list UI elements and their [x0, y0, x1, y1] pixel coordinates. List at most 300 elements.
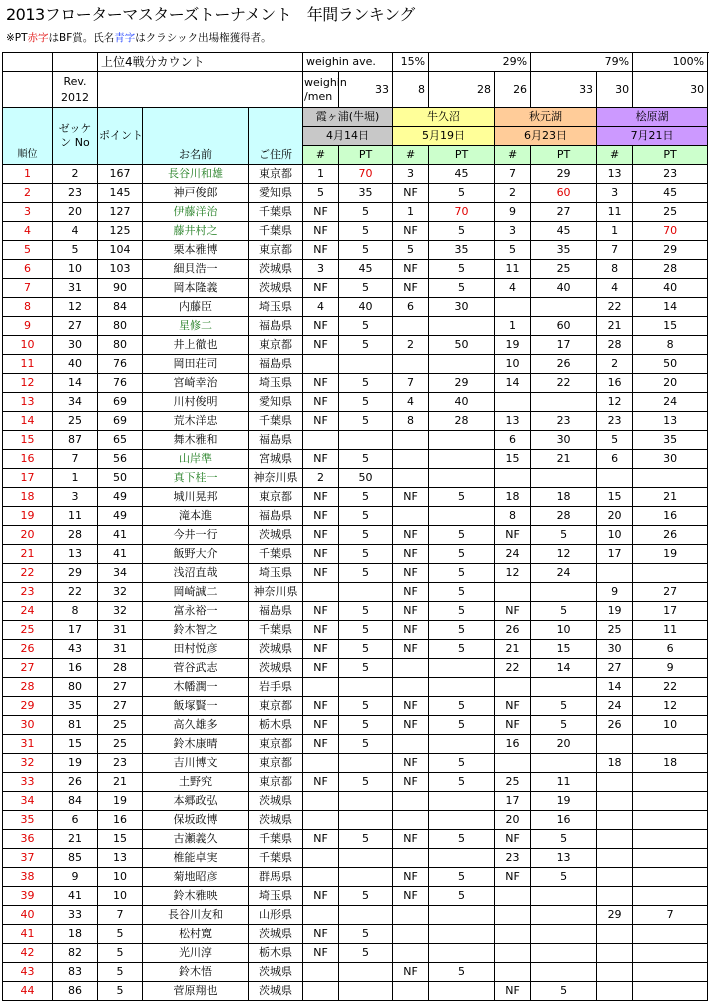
pref-cell: 福島県	[249, 317, 303, 336]
men-b-4: 30	[633, 72, 708, 108]
table-row	[3, 602, 708, 621]
table-row	[3, 469, 708, 488]
event-2-pt: 5	[429, 545, 495, 564]
event-2-hash	[393, 811, 429, 830]
event-2-pt: 70	[429, 203, 495, 222]
event-4-pt: 9	[633, 659, 708, 678]
pref-cell: 東京都	[249, 165, 303, 184]
event-4-pt	[633, 564, 708, 583]
men-a-3: 26	[495, 72, 531, 108]
points-cell: 25	[98, 735, 143, 754]
event-1-pt: 5	[339, 279, 393, 298]
event-3-pt: 45	[531, 222, 597, 241]
name-cell: 滝本進	[143, 507, 249, 526]
event-2-hash	[393, 317, 429, 336]
col-points: ポイント	[98, 108, 143, 165]
event-4-pt: 24	[633, 393, 708, 412]
event-1-pt: 50	[339, 469, 393, 488]
event-4-hash: 12	[597, 393, 633, 412]
event-2-pt	[429, 849, 495, 868]
event-2-pt: 5	[429, 526, 495, 545]
event-4-pt	[633, 982, 708, 1001]
event-2-pt	[429, 906, 495, 925]
event-3-hash: 10	[495, 355, 531, 374]
zekken-cell: 19	[53, 754, 98, 773]
event-3-pt	[531, 678, 597, 697]
event-1-pt: 5	[339, 944, 393, 963]
event-2-hash: NF	[393, 564, 429, 583]
event-4-hash: 7	[597, 241, 633, 260]
table-row	[3, 203, 708, 222]
men-b-2: 28	[429, 72, 495, 108]
pref-cell: 茨城県	[249, 792, 303, 811]
event-1-pt: 5	[339, 697, 393, 716]
zekken-cell: 2	[53, 165, 98, 184]
zekken-cell: 23	[53, 184, 98, 203]
event-3-hash: NF	[495, 830, 531, 849]
event-2-pt	[429, 944, 495, 963]
table-row	[3, 184, 708, 203]
event-2-pt: 5	[429, 868, 495, 887]
pref-cell: 宮城県	[249, 450, 303, 469]
name-cell: 藤井村之	[143, 222, 249, 241]
zekken-cell: 8	[53, 602, 98, 621]
count-label: 上位4戦分カウント	[98, 53, 303, 72]
event-4-pt: 16	[633, 507, 708, 526]
event-1-hash: 4	[303, 298, 339, 317]
event-4-hash: 9	[597, 583, 633, 602]
points-cell: 10	[98, 887, 143, 906]
table-row	[3, 621, 708, 640]
event-1-pt: 5	[339, 526, 393, 545]
event-3-pt	[531, 393, 597, 412]
col-zekken: ゼッケン No	[53, 108, 98, 165]
points-cell: 7	[98, 906, 143, 925]
pref-cell: 茨城県	[249, 526, 303, 545]
event-2-pt: 5	[429, 963, 495, 982]
event-3-hash: 15	[495, 450, 531, 469]
event-2-pt	[429, 982, 495, 1001]
event-2-pt: 28	[429, 412, 495, 431]
table-row	[3, 906, 708, 925]
zekken-cell: 1	[53, 469, 98, 488]
event-3-hash: NF	[495, 982, 531, 1001]
event-1-hash	[303, 678, 339, 697]
points-cell: 49	[98, 507, 143, 526]
ave-4: 100%	[633, 53, 708, 72]
venue-4: 桧原湖	[597, 108, 708, 127]
table-row	[3, 431, 708, 450]
table-row	[3, 811, 708, 830]
zekken-cell: 33	[53, 906, 98, 925]
rank-cell: 43	[3, 963, 53, 982]
event-4-pt	[633, 887, 708, 906]
rev-label: Rev. 2012	[53, 72, 98, 108]
points-cell: 5	[98, 963, 143, 982]
event-3-pt: 18	[531, 488, 597, 507]
rank-cell: 30	[3, 716, 53, 735]
zekken-cell: 7	[53, 450, 98, 469]
event-1-hash	[303, 792, 339, 811]
points-cell: 69	[98, 412, 143, 431]
zekken-cell: 4	[53, 222, 98, 241]
name-cell: 光川淳	[143, 944, 249, 963]
rank-cell: 9	[3, 317, 53, 336]
event-3-hash	[495, 963, 531, 982]
event-2-hash	[393, 469, 429, 488]
event-3-pt: 27	[531, 203, 597, 222]
event-4-pt	[633, 849, 708, 868]
event-3-pt	[531, 906, 597, 925]
event-3-pt	[531, 963, 597, 982]
event-4-hash: 17	[597, 545, 633, 564]
event-4-hash	[597, 830, 633, 849]
event-4-hash: 30	[597, 640, 633, 659]
points-cell: 10	[98, 868, 143, 887]
event-1-hash: NF	[303, 830, 339, 849]
zekken-cell: 16	[53, 659, 98, 678]
event-2-pt	[429, 659, 495, 678]
rank-cell: 4	[3, 222, 53, 241]
pref-cell: 埼玉県	[249, 374, 303, 393]
pref-cell: 千葉県	[249, 849, 303, 868]
event-3-pt: 16	[531, 811, 597, 830]
event-4-hash: 26	[597, 716, 633, 735]
rank-cell: 41	[3, 925, 53, 944]
event-3-hash: 20	[495, 811, 531, 830]
event-4-hash	[597, 868, 633, 887]
event-3-hash: NF	[495, 526, 531, 545]
event-3-hash: 9	[495, 203, 531, 222]
event-1-pt: 40	[339, 298, 393, 317]
event-1-pt: 5	[339, 203, 393, 222]
zekken-cell: 13	[53, 545, 98, 564]
rank-cell: 28	[3, 678, 53, 697]
event-1-pt: 70	[339, 165, 393, 184]
name-cell: 長谷川友和	[143, 906, 249, 925]
event-2-hash: NF	[393, 526, 429, 545]
zekken-cell: 84	[53, 792, 98, 811]
name-cell: 鈴木雅映	[143, 887, 249, 906]
rank-cell: 11	[3, 355, 53, 374]
men-b-3: 33	[531, 72, 597, 108]
pref-cell: 愛知県	[249, 184, 303, 203]
zekken-cell: 28	[53, 526, 98, 545]
name-cell: 星修二	[143, 317, 249, 336]
event-3-hash	[495, 298, 531, 317]
name-cell: 細貝浩一	[143, 260, 249, 279]
pref-cell: 千葉県	[249, 203, 303, 222]
rank-cell: 23	[3, 583, 53, 602]
event-2-pt: 5	[429, 184, 495, 203]
name-cell: 菅原翔也	[143, 982, 249, 1001]
event-3-hash	[495, 678, 531, 697]
event-2-hash: 6	[393, 298, 429, 317]
event-1-pt: 5	[339, 887, 393, 906]
event-3-pt: 35	[531, 241, 597, 260]
points-cell: 5	[98, 944, 143, 963]
event-2-pt: 5	[429, 583, 495, 602]
rank-cell: 44	[3, 982, 53, 1001]
event-4-pt: 28	[633, 260, 708, 279]
rank-cell: 2	[3, 184, 53, 203]
pref-cell: 山形県	[249, 906, 303, 925]
event-4-pt: 29	[633, 241, 708, 260]
event-3-pt: 5	[531, 716, 597, 735]
pref-cell: 千葉県	[249, 545, 303, 564]
table-row	[3, 678, 708, 697]
event-3-hash	[495, 887, 531, 906]
event-4-pt: 70	[633, 222, 708, 241]
zekken-cell: 82	[53, 944, 98, 963]
event-2-pt	[429, 735, 495, 754]
name-cell: 田村悦彦	[143, 640, 249, 659]
points-cell: 56	[98, 450, 143, 469]
pref-cell: 東京都	[249, 754, 303, 773]
event-1-hash: NF	[303, 602, 339, 621]
event-4-pt: 15	[633, 317, 708, 336]
event-2-hash	[393, 982, 429, 1001]
event-1-hash: NF	[303, 374, 339, 393]
table-row	[3, 488, 708, 507]
points-cell: 5	[98, 925, 143, 944]
event-4-pt: 40	[633, 279, 708, 298]
event-3-hash: 2	[495, 184, 531, 203]
event-2-hash	[393, 906, 429, 925]
table-row	[3, 982, 708, 1001]
table-row	[3, 925, 708, 944]
table-row	[3, 165, 708, 184]
table-row	[3, 887, 708, 906]
event-1-hash: NF	[303, 393, 339, 412]
name-cell: 岡田荘司	[143, 355, 249, 374]
event-2-hash: 8	[393, 412, 429, 431]
event-2-hash: NF	[393, 184, 429, 203]
pref-cell: 千葉県	[249, 830, 303, 849]
name-cell: 高久雄多	[143, 716, 249, 735]
event-3-pt: 28	[531, 507, 597, 526]
points-cell: 34	[98, 564, 143, 583]
name-cell: 菊地昭彦	[143, 868, 249, 887]
event-1-hash: NF	[303, 773, 339, 792]
event-3-hash: NF	[495, 868, 531, 887]
event-4-pt: 25	[633, 203, 708, 222]
zekken-cell: 15	[53, 735, 98, 754]
event-4-pt	[633, 963, 708, 982]
col-hash-2: #	[393, 146, 429, 165]
event-1-pt: 5	[339, 488, 393, 507]
event-2-hash	[393, 925, 429, 944]
event-2-pt: 5	[429, 640, 495, 659]
table-row	[3, 830, 708, 849]
zekken-cell: 11	[53, 507, 98, 526]
event-4-pt: 10	[633, 716, 708, 735]
rank-cell: 29	[3, 697, 53, 716]
event-1-hash: NF	[303, 545, 339, 564]
event-4-pt	[633, 469, 708, 488]
zekken-cell: 20	[53, 203, 98, 222]
pref-cell: 茨城県	[249, 982, 303, 1001]
header-row-venue	[3, 108, 708, 127]
event-1-hash: NF	[303, 222, 339, 241]
event-2-hash: 1	[393, 203, 429, 222]
zekken-cell: 25	[53, 412, 98, 431]
pref-cell: 岩手県	[249, 678, 303, 697]
event-2-pt: 5	[429, 564, 495, 583]
event-3-pt	[531, 944, 597, 963]
event-4-hash: 28	[597, 336, 633, 355]
rank-cell: 25	[3, 621, 53, 640]
men-a-2: 8	[393, 72, 429, 108]
col-rank: 順位	[3, 108, 53, 165]
event-1-pt	[339, 583, 393, 602]
points-cell: 104	[98, 241, 143, 260]
name-cell: 荒木洋忠	[143, 412, 249, 431]
table-row	[3, 507, 708, 526]
event-3-pt: 5	[531, 982, 597, 1001]
event-2-hash: NF	[393, 887, 429, 906]
event-1-hash: NF	[303, 659, 339, 678]
event-4-hash: 4	[597, 279, 633, 298]
event-3-hash	[495, 469, 531, 488]
event-1-pt: 5	[339, 621, 393, 640]
points-cell: 27	[98, 678, 143, 697]
pref-cell: 茨城県	[249, 659, 303, 678]
points-cell: 69	[98, 393, 143, 412]
points-cell: 15	[98, 830, 143, 849]
event-1-pt: 5	[339, 241, 393, 260]
zekken-cell: 83	[53, 963, 98, 982]
zekken-cell: 14	[53, 374, 98, 393]
event-3-hash: 12	[495, 564, 531, 583]
name-cell: 鈴木悟	[143, 963, 249, 982]
event-4-hash	[597, 849, 633, 868]
event-3-hash	[495, 393, 531, 412]
event-4-hash	[597, 735, 633, 754]
event-4-pt: 50	[633, 355, 708, 374]
table-row	[3, 279, 708, 298]
zekken-cell: 40	[53, 355, 98, 374]
event-2-pt: 5	[429, 279, 495, 298]
table-row	[3, 640, 708, 659]
name-cell: 川村俊明	[143, 393, 249, 412]
rank-cell: 39	[3, 887, 53, 906]
event-4-pt: 20	[633, 374, 708, 393]
name-cell: 岡本隆義	[143, 279, 249, 298]
event-4-hash	[597, 887, 633, 906]
rank-cell: 13	[3, 393, 53, 412]
points-cell: 103	[98, 260, 143, 279]
event-1-pt: 5	[339, 830, 393, 849]
event-2-hash: NF	[393, 279, 429, 298]
event-4-pt: 30	[633, 450, 708, 469]
pref-cell: 福島県	[249, 602, 303, 621]
event-3-hash: 17	[495, 792, 531, 811]
event-1-hash	[303, 906, 339, 925]
name-cell: 鈴木康晴	[143, 735, 249, 754]
event-4-pt	[633, 792, 708, 811]
zekken-cell: 81	[53, 716, 98, 735]
name-cell: 椎能卓実	[143, 849, 249, 868]
name-cell: 岡崎誠二	[143, 583, 249, 602]
event-1-pt	[339, 982, 393, 1001]
event-1-hash	[303, 982, 339, 1001]
col-pt-3: PT	[531, 146, 597, 165]
name-cell: 飯塚賢一	[143, 697, 249, 716]
table-header	[3, 53, 708, 165]
event-2-hash: 7	[393, 374, 429, 393]
rank-cell: 12	[3, 374, 53, 393]
col-pt-1: PT	[339, 146, 393, 165]
event-3-hash: 6	[495, 431, 531, 450]
points-cell: 65	[98, 431, 143, 450]
event-2-pt	[429, 317, 495, 336]
event-1-hash: NF	[303, 450, 339, 469]
name-cell: 井上徹也	[143, 336, 249, 355]
zekken-cell: 9	[53, 868, 98, 887]
name-cell: 古瀬義久	[143, 830, 249, 849]
name-cell: 飯野大介	[143, 545, 249, 564]
event-2-pt: 5	[429, 773, 495, 792]
zekken-cell: 3	[53, 488, 98, 507]
event-4-pt: 35	[633, 431, 708, 450]
header-row-men	[3, 72, 708, 108]
rank-cell: 34	[3, 792, 53, 811]
event-2-pt: 35	[429, 241, 495, 260]
date-3: 6月23日	[495, 127, 597, 146]
pref-cell: 埼玉県	[249, 298, 303, 317]
note-red-word: 赤字	[27, 32, 49, 44]
pref-cell: 愛知県	[249, 393, 303, 412]
event-2-hash: NF	[393, 621, 429, 640]
date-4: 7月21日	[597, 127, 708, 146]
event-1-hash: NF	[303, 412, 339, 431]
event-3-pt: 22	[531, 374, 597, 393]
event-2-hash: NF	[393, 488, 429, 507]
event-4-hash	[597, 944, 633, 963]
col-name: お名前	[143, 108, 249, 165]
rank-cell: 35	[3, 811, 53, 830]
table-row	[3, 849, 708, 868]
event-1-hash: NF	[303, 925, 339, 944]
rank-cell: 32	[3, 754, 53, 773]
event-3-hash: 1	[495, 317, 531, 336]
event-4-hash	[597, 963, 633, 982]
event-3-pt: 14	[531, 659, 597, 678]
rank-cell: 38	[3, 868, 53, 887]
name-cell: 木幡潤一	[143, 678, 249, 697]
pref-cell: 東京都	[249, 488, 303, 507]
event-1-pt: 5	[339, 336, 393, 355]
col-hash-3: #	[495, 146, 531, 165]
event-2-hash: NF	[393, 773, 429, 792]
zekken-cell: 26	[53, 773, 98, 792]
page-title: 2013フローターマスターズトーナメント 年間ランキング	[6, 5, 415, 24]
event-2-hash: NF	[393, 222, 429, 241]
points-cell: 19	[98, 792, 143, 811]
event-3-pt	[531, 583, 597, 602]
event-4-pt: 17	[633, 602, 708, 621]
event-4-pt: 14	[633, 298, 708, 317]
event-2-hash: NF	[393, 260, 429, 279]
rank-cell: 8	[3, 298, 53, 317]
event-3-pt	[531, 754, 597, 773]
event-2-pt	[429, 811, 495, 830]
name-cell: 栗本雅博	[143, 241, 249, 260]
zekken-cell: 27	[53, 317, 98, 336]
points-cell: 80	[98, 317, 143, 336]
zekken-cell: 86	[53, 982, 98, 1001]
